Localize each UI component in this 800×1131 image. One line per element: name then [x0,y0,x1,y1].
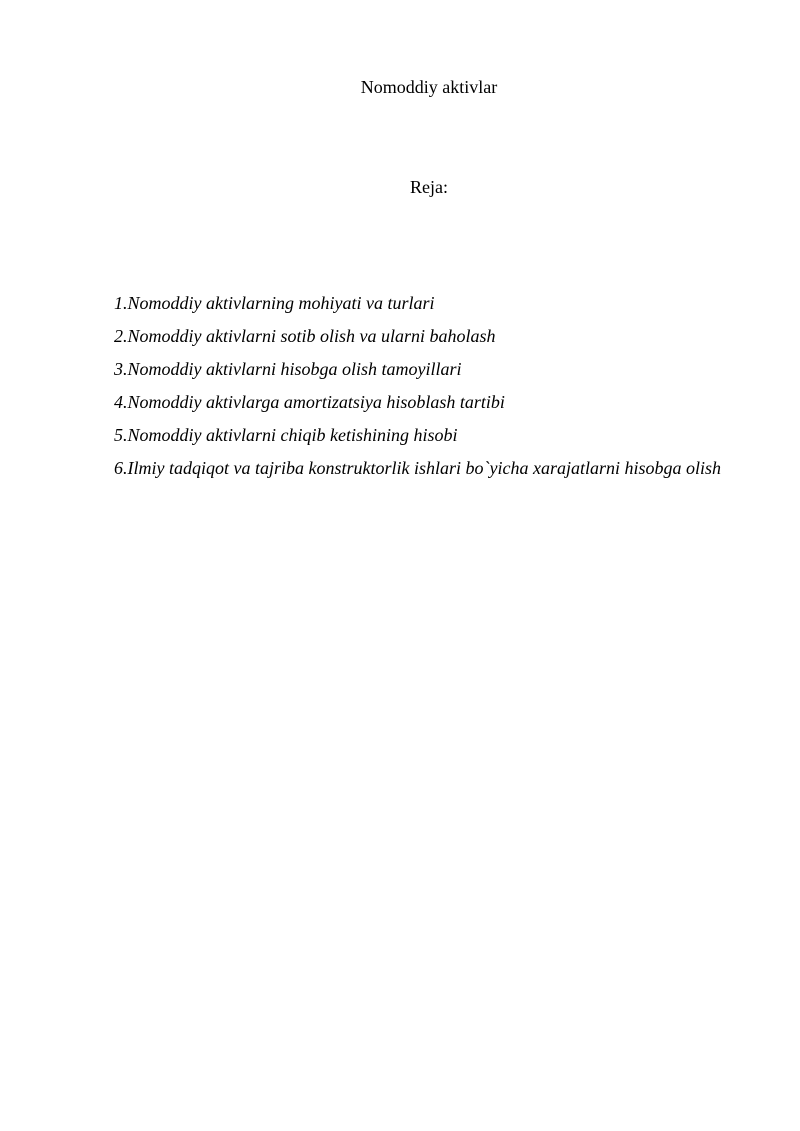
plan-heading: Reja: [410,177,448,197]
plan-item-6: 6.Ilmiy tadqiqot va tajriba konstruktorlik ishlari bo`yicha xarajatlarni hisobga olish [114,458,721,478]
plan-list [114,292,794,490]
document-title: Nomoddiy aktivlar [360,77,498,97]
plan-item-5: 5.Nomoddiy aktivlarni chiqib ketishining hisobi [114,425,458,445]
plan-item-3: 3.Nomoddiy aktivlarni hisobga olish tamoyillari [114,359,462,379]
plan-item-1: 1.Nomoddiy aktivlarning mohiyati va turlari [114,293,435,313]
plan-item-4: 4.Nomoddiy aktivlarga amortizatsiya hisoblash tartibi [114,392,505,412]
plan-item-2: 2.Nomoddiy aktivlarni sotib olish va ularni baholash [114,326,496,346]
